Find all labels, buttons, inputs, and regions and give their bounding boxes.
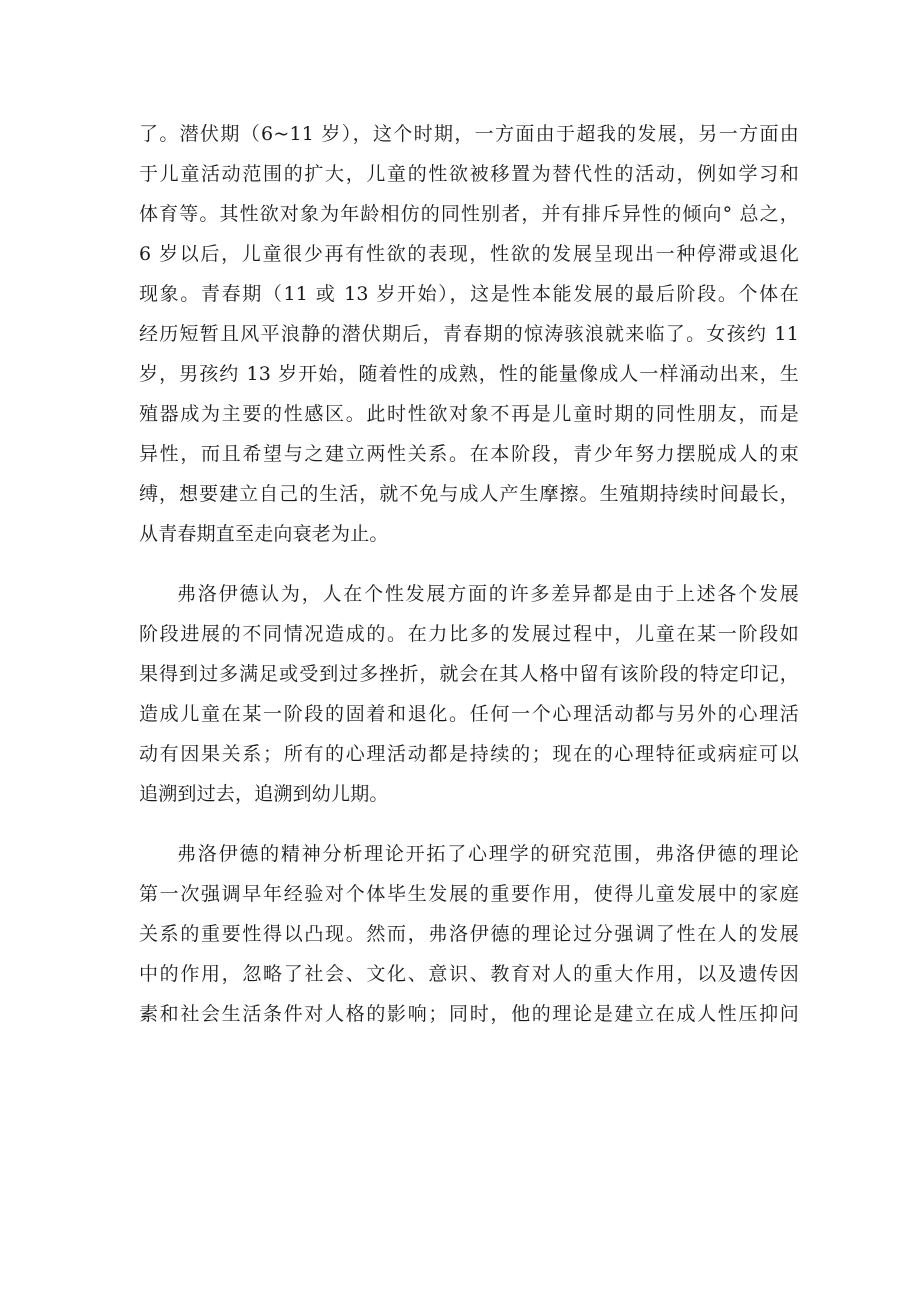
paragraph-1 <box>139 114 799 554</box>
paragraph-3 <box>139 834 799 1034</box>
paragraph-2 <box>139 574 799 814</box>
paragraph-spacer <box>139 554 799 574</box>
text-line: 追溯到过去，追溯到幼儿期。 <box>139 783 389 805</box>
text-line: 弗洛伊德认为，人在个性发展方面的许多差异都是由于上述各个发展 <box>177 583 799 605</box>
text-line: 缚，想要建立自己的生活，就不免与成人产生摩擦。生殖期持续时间最长， <box>139 483 799 505</box>
text-line: 异性，而且希望与之建立两性关系。在本阶段，青少年努力摆脱成人的束 <box>139 443 799 465</box>
text-line: 素和社会生活条件对人格的影响；同时，他的理论是建立在成人性压抑问 <box>139 1003 799 1025</box>
text-line: 第一次强调早年经验对个体毕生发展的重要作用，使得儿童发展中的家庭 <box>139 883 799 905</box>
text-line: 果得到过多满足或受到过多挫折，就会在其人格中留有该阶段的特定印记， <box>139 663 799 685</box>
text-line: 了。潜伏期（6~11 岁），这个时期，一方面由于超我的发展，另一方面由 <box>139 123 799 145</box>
text-line: 从青春期直至走向衰老为止。 <box>139 523 389 545</box>
text-line: 体育等。其性欲对象为年龄相仿的同性别者，并有排斥异性的倾向° 总之， <box>139 203 799 225</box>
text-line: 弗洛伊德的精神分析理论开拓了心理学的研究范围，弗洛伊德的理论 <box>177 843 799 865</box>
text-line: 岁，男孩约 13 岁开始，随着性的成熟，性的能量像成人一样涌动出来，生 <box>139 363 799 385</box>
text-line: 中的作用，忽略了社会、文化、意识、教育对人的重大作用，以及遗传因 <box>139 963 799 985</box>
paragraph-spacer <box>139 814 799 834</box>
text-line: 造成儿童在某一阶段的固着和退化。任何一个心理活动都与另外的心理活 <box>139 703 799 725</box>
text-line: 于儿童活动范围的扩大，儿童的性欲被移置为替代性的活动，例如学习和 <box>139 163 799 185</box>
text-line: 殖器成为主要的性感区。此时性欲对象不再是儿童时期的同性朋友，而是 <box>139 403 799 425</box>
text-line: 动有因果关系；所有的心理活动都是持续的；现在的心理特征或病症可以 <box>139 743 799 765</box>
text-line: 6 岁以后，儿童很少再有性欲的表现，性欲的发展呈现出一种停滞或退化 <box>139 243 799 265</box>
text-line: 现象。青春期（11 或 13 岁开始），这是性本能发展的最后阶段。个体在 <box>139 283 799 305</box>
text-line: 经历短暂且风平浪静的潜伏期后，青春期的惊涛骇浪就来临了。女孩约 11 <box>139 323 799 345</box>
text-line: 关系的重要性得以凸现。然而，弗洛伊德的理论过分强调了性在人的发展 <box>139 923 799 945</box>
text-line: 阶段进展的不同情况造成的。在力比多的发展过程中，儿童在某一阶段如 <box>139 623 799 645</box>
document-body <box>139 114 799 1034</box>
